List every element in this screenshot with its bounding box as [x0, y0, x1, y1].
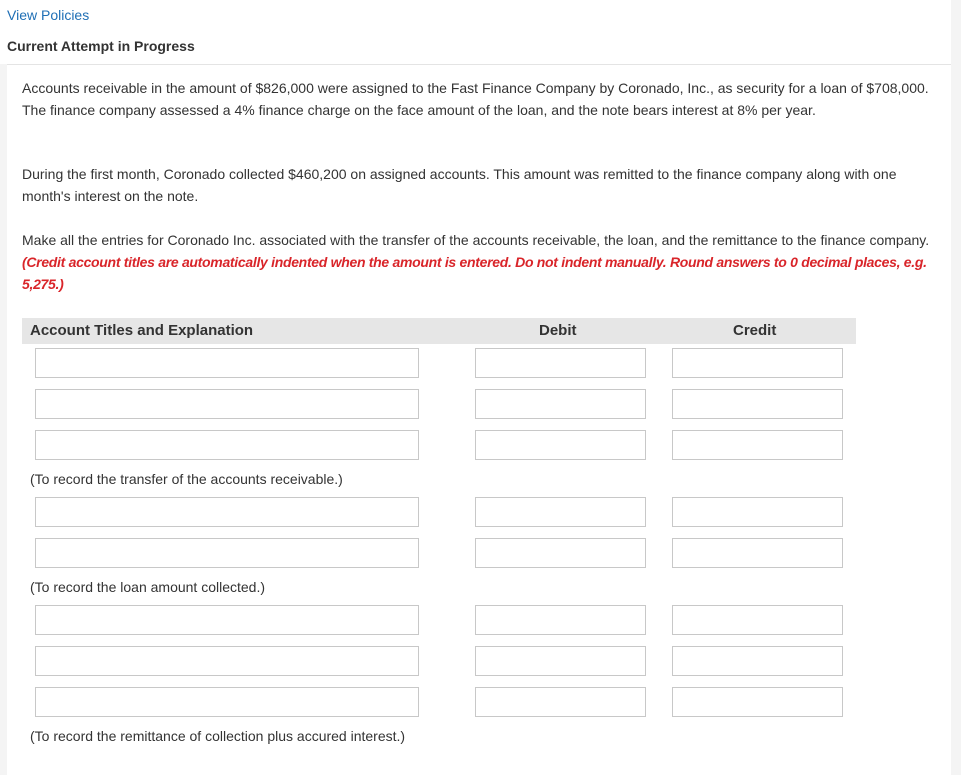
debit-amount-input[interactable]	[475, 538, 646, 568]
credit-amount-input[interactable]	[672, 389, 843, 419]
instructions-text: Make all the entries for Coronado Inc. associated with the transfer of the accounts receivable, the loan, and the remittance to the finance company.	[22, 232, 930, 248]
problem-paragraph-2: During the first month, Coronado collected $460,200 on assigned accounts. This amount was remitted to the finance company along with one month's interest on the note.	[22, 166, 897, 204]
credit-amount-input[interactable]	[672, 605, 843, 635]
account-title-input[interactable]	[35, 497, 419, 527]
debit-amount-input[interactable]	[475, 687, 646, 717]
credit-amount-input[interactable]	[672, 646, 843, 676]
debit-amount-input[interactable]	[475, 646, 646, 676]
problem-paragraph-1: Accounts receivable in the amount of $826,000 were assigned to the Fast Finance Company by Coronado, Inc., as security for a loan of $708,000. The finance company assessed a 4% finance charge on the face amount of the loan, and the note bears interest at 8% per year.	[22, 80, 929, 118]
account-title-input[interactable]	[35, 538, 419, 568]
debit-amount-input[interactable]	[475, 497, 646, 527]
debit-amount-input[interactable]	[475, 605, 646, 635]
entry-explanation-note: (To record the loan amount collected.)	[30, 579, 266, 595]
account-title-input[interactable]	[35, 348, 419, 378]
column-header-account: Account Titles and Explanation	[30, 322, 254, 339]
entry-explanation-note: (To record the transfer of the accounts receivable.)	[30, 471, 343, 487]
top-bar	[0, 0, 951, 64]
debit-amount-input[interactable]	[475, 430, 646, 460]
credit-amount-input[interactable]	[672, 430, 843, 460]
credit-amount-input[interactable]	[672, 687, 843, 717]
instructions-note: (Credit account titles are automatically indented when the amount is entered. Do not indent manually. Round answers to 0 decimal places, e.g. 5,275.)	[22, 254, 927, 292]
account-title-input[interactable]	[35, 687, 419, 717]
credit-amount-input[interactable]	[672, 497, 843, 527]
account-title-input[interactable]	[35, 646, 419, 676]
credit-amount-input[interactable]	[672, 538, 843, 568]
account-title-input[interactable]	[35, 605, 419, 635]
debit-amount-input[interactable]	[475, 389, 646, 419]
problem-paragraph-3	[22, 229, 940, 295]
debit-amount-input[interactable]	[475, 348, 646, 378]
column-header-debit: Debit	[539, 322, 577, 339]
account-title-input[interactable]	[35, 430, 419, 460]
question-card	[7, 64, 951, 775]
entry-explanation-note: (To record the remittance of collection plus accured interest.)	[30, 728, 406, 744]
attempt-status-title: Current Attempt in Progress	[7, 38, 195, 54]
journal-table-header	[22, 318, 856, 344]
account-title-input[interactable]	[35, 389, 419, 419]
view-policies-link[interactable]: View Policies	[7, 7, 90, 23]
column-header-credit: Credit	[733, 322, 777, 339]
credit-amount-input[interactable]	[672, 348, 843, 378]
